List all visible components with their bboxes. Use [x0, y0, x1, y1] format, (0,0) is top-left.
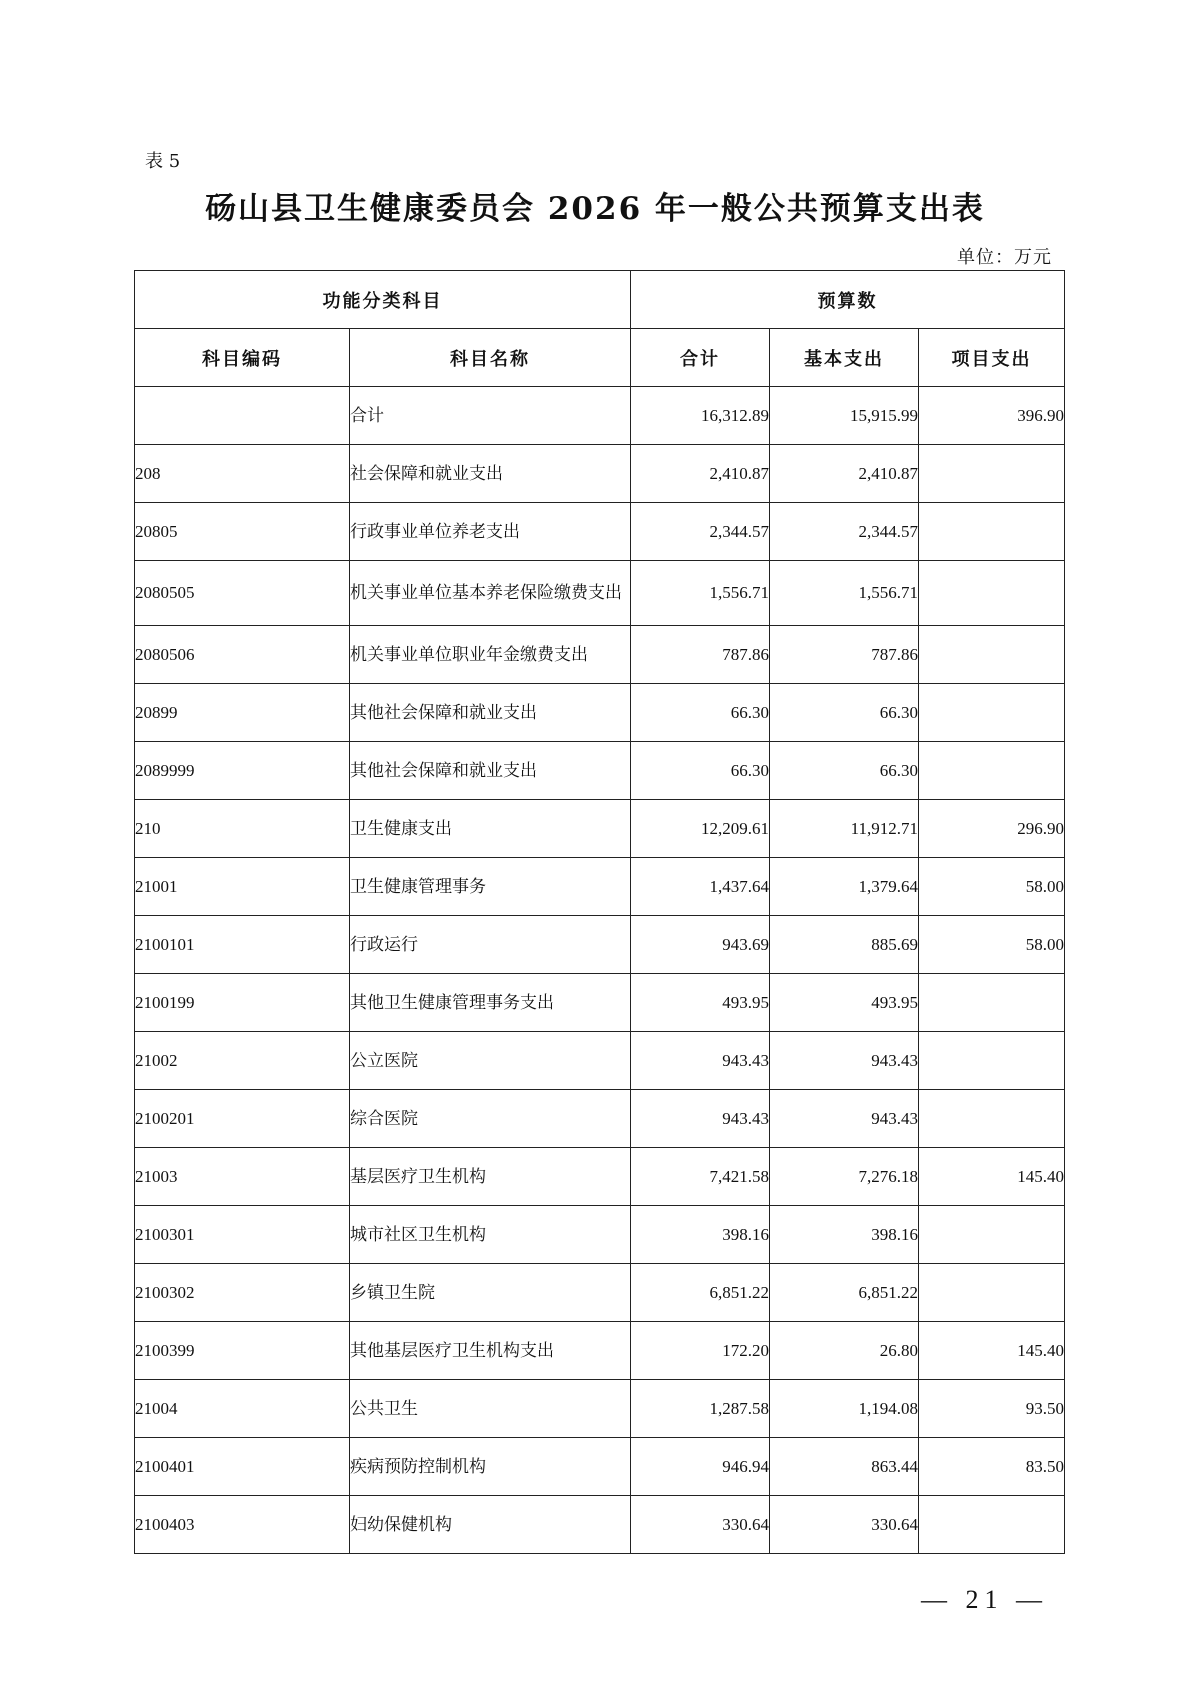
row-basic: 330.64 — [770, 1496, 919, 1554]
row-basic: 2,344.57 — [770, 503, 919, 561]
table-row — [135, 1322, 1065, 1380]
page-number: — 21 — — [921, 1585, 1048, 1614]
row-name: 妇幼保健机构 — [350, 1496, 631, 1554]
row-total: 16,312.89 — [631, 387, 770, 445]
row-total: 2,344.57 — [631, 503, 770, 561]
row-code: 2089999 — [135, 742, 350, 800]
header-budget-amount: 预算数 — [631, 271, 1065, 329]
row-basic: 398.16 — [770, 1206, 919, 1264]
table-row — [135, 800, 1065, 858]
unit-label: 单位：万元 — [957, 247, 1052, 268]
row-basic: 943.43 — [770, 1032, 919, 1090]
row-project — [919, 974, 1065, 1032]
row-project: 58.00 — [919, 858, 1065, 916]
table-row — [135, 858, 1065, 916]
row-basic: 1,194.08 — [770, 1380, 919, 1438]
row-name: 城市社区卫生机构 — [350, 1206, 631, 1264]
header-function-classification: 功能分类科目 — [135, 271, 631, 329]
row-total: 943.43 — [631, 1090, 770, 1148]
row-basic: 15,915.99 — [770, 387, 919, 445]
row-basic: 26.80 — [770, 1322, 919, 1380]
row-total: 2,410.87 — [631, 445, 770, 503]
header-project: 项目支出 — [919, 329, 1065, 387]
table-row — [135, 1148, 1065, 1206]
table-row — [135, 742, 1065, 800]
row-project: 396.90 — [919, 387, 1065, 445]
table-row — [135, 561, 1065, 626]
row-total: 12,209.61 — [631, 800, 770, 858]
row-name: 社会保障和就业支出 — [350, 445, 631, 503]
row-project — [919, 1206, 1065, 1264]
row-name: 疾病预防控制机构 — [350, 1438, 631, 1496]
row-name: 卫生健康管理事务 — [350, 858, 631, 916]
row-project — [919, 1496, 1065, 1554]
row-basic: 1,556.71 — [770, 561, 919, 626]
row-basic: 493.95 — [770, 974, 919, 1032]
row-code: 2080505 — [135, 561, 350, 626]
row-name: 机关事业单位职业年金缴费支出 — [350, 626, 631, 684]
row-name: 综合医院 — [350, 1090, 631, 1148]
row-name: 其他社会保障和就业支出 — [350, 742, 631, 800]
row-basic: 66.30 — [770, 684, 919, 742]
row-name: 行政运行 — [350, 916, 631, 974]
row-name: 其他基层医疗卫生机构支出 — [350, 1322, 631, 1380]
header-name: 科目名称 — [350, 329, 631, 387]
row-basic: 1,379.64 — [770, 858, 919, 916]
table-row — [135, 1438, 1065, 1496]
row-total: 493.95 — [631, 974, 770, 1032]
header-total: 合计 — [631, 329, 770, 387]
table-row — [135, 626, 1065, 684]
row-code: 2100302 — [135, 1264, 350, 1322]
row-basic: 7,276.18 — [770, 1148, 919, 1206]
row-project — [919, 445, 1065, 503]
table-row — [135, 916, 1065, 974]
row-total: 946.94 — [631, 1438, 770, 1496]
row-code: 2100403 — [135, 1496, 350, 1554]
row-project — [919, 1090, 1065, 1148]
page-title: 砀山县卫生健康委员会 2026 年一般公共预算支出表 — [205, 191, 985, 227]
row-project — [919, 561, 1065, 626]
row-code: 210 — [135, 800, 350, 858]
table-row — [135, 387, 1065, 445]
table-row — [135, 1496, 1065, 1554]
row-code: 2100401 — [135, 1438, 350, 1496]
row-code — [135, 387, 350, 445]
row-code: 21004 — [135, 1380, 350, 1438]
row-basic: 863.44 — [770, 1438, 919, 1496]
row-code: 208 — [135, 445, 350, 503]
row-project — [919, 684, 1065, 742]
row-code: 21002 — [135, 1032, 350, 1090]
row-project: 93.50 — [919, 1380, 1065, 1438]
row-basic: 11,912.71 — [770, 800, 919, 858]
table-body — [135, 387, 1065, 1554]
row-code: 2100199 — [135, 974, 350, 1032]
row-project — [919, 1032, 1065, 1090]
row-name: 公共卫生 — [350, 1380, 631, 1438]
row-basic: 787.86 — [770, 626, 919, 684]
row-basic: 2,410.87 — [770, 445, 919, 503]
budget-table — [134, 270, 1065, 1554]
row-name: 公立医院 — [350, 1032, 631, 1090]
row-basic: 6,851.22 — [770, 1264, 919, 1322]
row-name: 行政事业单位养老支出 — [350, 503, 631, 561]
row-code: 21003 — [135, 1148, 350, 1206]
row-total: 1,556.71 — [631, 561, 770, 626]
row-total: 6,851.22 — [631, 1264, 770, 1322]
row-name: 乡镇卫生院 — [350, 1264, 631, 1322]
row-code: 2100101 — [135, 916, 350, 974]
row-project — [919, 1264, 1065, 1322]
row-project — [919, 503, 1065, 561]
row-total: 943.69 — [631, 916, 770, 974]
row-code: 20805 — [135, 503, 350, 561]
row-basic: 943.43 — [770, 1090, 919, 1148]
table-row — [135, 503, 1065, 561]
row-project: 296.90 — [919, 800, 1065, 858]
row-code: 2080506 — [135, 626, 350, 684]
row-basic: 66.30 — [770, 742, 919, 800]
row-total: 7,421.58 — [631, 1148, 770, 1206]
table-row — [135, 1264, 1065, 1322]
row-total: 66.30 — [631, 742, 770, 800]
table-row — [135, 974, 1065, 1032]
table-row — [135, 1206, 1065, 1264]
row-code: 21001 — [135, 858, 350, 916]
table-row — [135, 684, 1065, 742]
table-row — [135, 1090, 1065, 1148]
row-name: 其他社会保障和就业支出 — [350, 684, 631, 742]
row-name: 其他卫生健康管理事务支出 — [350, 974, 631, 1032]
table-row — [135, 1380, 1065, 1438]
row-name: 基层医疗卫生机构 — [350, 1148, 631, 1206]
row-project — [919, 626, 1065, 684]
row-name: 合计 — [350, 387, 631, 445]
row-code: 20899 — [135, 684, 350, 742]
row-total: 1,287.58 — [631, 1380, 770, 1438]
row-project — [919, 742, 1065, 800]
header-basic: 基本支出 — [770, 329, 919, 387]
row-basic: 885.69 — [770, 916, 919, 974]
row-total: 787.86 — [631, 626, 770, 684]
header-code: 科目编码 — [135, 329, 350, 387]
table-row — [135, 445, 1065, 503]
row-code: 2100201 — [135, 1090, 350, 1148]
table-label: 表 5 — [145, 151, 181, 172]
row-project: 83.50 — [919, 1438, 1065, 1496]
row-total: 1,437.64 — [631, 858, 770, 916]
row-total: 398.16 — [631, 1206, 770, 1264]
row-code: 2100399 — [135, 1322, 350, 1380]
row-name: 卫生健康支出 — [350, 800, 631, 858]
row-code: 2100301 — [135, 1206, 350, 1264]
row-total: 330.64 — [631, 1496, 770, 1554]
row-total: 66.30 — [631, 684, 770, 742]
table-row — [135, 1032, 1065, 1090]
row-name: 机关事业单位基本养老保险缴费支出 — [350, 561, 631, 626]
row-project: 58.00 — [919, 916, 1065, 974]
row-total: 943.43 — [631, 1032, 770, 1090]
row-project: 145.40 — [919, 1148, 1065, 1206]
row-total: 172.20 — [631, 1322, 770, 1380]
row-project: 145.40 — [919, 1322, 1065, 1380]
